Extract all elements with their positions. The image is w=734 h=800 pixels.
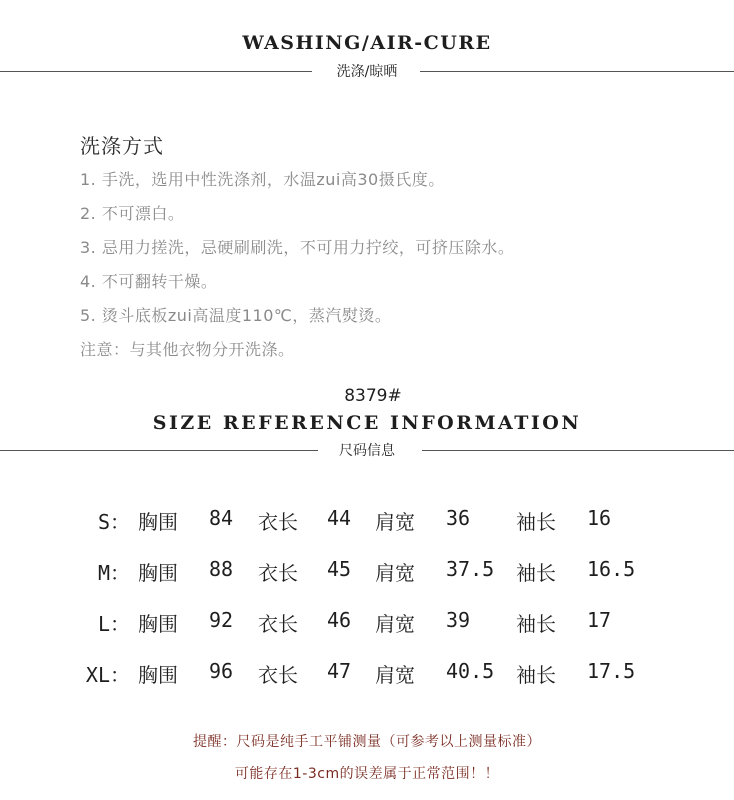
length-label: 衣长: [258, 663, 298, 687]
washing-subtitle: 洗涤/晾晒: [336, 64, 398, 80]
size-subtitle: 尺码信息: [339, 443, 395, 459]
shoulder-value: 39: [446, 608, 471, 632]
length-label: 衣长: [258, 612, 298, 636]
size-table: [0, 500, 734, 704]
size-label: M：: [97, 561, 130, 585]
size-row: [0, 653, 734, 704]
shoulder-value: 37.5: [446, 557, 495, 581]
chest-value: 88: [209, 557, 234, 581]
shoulder-label: 肩宽: [375, 612, 415, 636]
divider-line-right: [420, 71, 734, 72]
size-row: [0, 551, 734, 602]
sleeve-label: 袖长: [516, 510, 556, 534]
size-row: [0, 602, 734, 653]
washing-item: 5. 烫斗底板zui高温度110℃，蒸汽熨烫。: [80, 306, 392, 325]
length-label: 衣长: [258, 561, 298, 585]
size-label: XL：: [85, 663, 130, 687]
divider-line-right: [422, 450, 734, 451]
product-code: 8379#: [344, 386, 402, 406]
sleeve-label: 袖长: [516, 612, 556, 636]
washing-item: 3. 忌用力搓洗，忌硬刷刷洗，不可用力拧绞，可挤压除水。: [80, 238, 515, 257]
size-label: L：: [97, 612, 130, 636]
length-value: 47: [327, 659, 352, 683]
chest-label: 胸围: [138, 612, 178, 636]
washing-divider: [0, 62, 734, 82]
washing-item: 1. 手洗，选用中性洗涤剂，水温zui高30摄氏度。: [80, 170, 445, 189]
measurement-note: 提醒：尺码是纯手工平铺测量（可参考以上测量标准）: [193, 734, 541, 750]
chest-value: 96: [209, 659, 234, 683]
shoulder-value: 40.5: [446, 659, 495, 683]
chest-value: 84: [209, 506, 234, 530]
washing-heading: 洗涤方式: [80, 134, 164, 158]
shoulder-label: 肩宽: [375, 510, 415, 534]
washing-instructions: [80, 130, 514, 373]
tolerance-note: 可能存在1-3cm的误差属于正常范围！！: [234, 766, 500, 782]
size-title: SIZE REFERENCE INFORMATION: [152, 412, 582, 434]
sleeve-label: 袖长: [516, 561, 556, 585]
length-value: 44: [327, 506, 352, 530]
washing-item: 4. 不可翻转干燥。: [80, 272, 218, 291]
sleeve-label: 袖长: [516, 663, 556, 687]
shoulder-value: 36: [446, 506, 471, 530]
sleeve-value: 17: [587, 608, 612, 632]
chest-value: 92: [209, 608, 234, 632]
chest-label: 胸围: [138, 663, 178, 687]
chest-label: 胸围: [138, 510, 178, 534]
length-label: 衣长: [258, 510, 298, 534]
shoulder-label: 肩宽: [375, 663, 415, 687]
size-divider: [0, 441, 734, 461]
size-row: [0, 500, 734, 551]
shoulder-label: 肩宽: [375, 561, 415, 585]
sleeve-value: 16: [587, 506, 612, 530]
size-label: S：: [97, 510, 130, 534]
length-value: 45: [327, 557, 352, 581]
length-value: 46: [327, 608, 352, 632]
sleeve-value: 17.5: [587, 659, 636, 683]
washing-title: WASHING/AIR-CURE: [242, 32, 492, 54]
chest-label: 胸围: [138, 561, 178, 585]
washing-note: 注意：与其他衣物分开洗涤。: [80, 340, 295, 359]
washing-item: 2. 不可漂白。: [80, 204, 185, 223]
sleeve-value: 16.5: [587, 557, 636, 581]
